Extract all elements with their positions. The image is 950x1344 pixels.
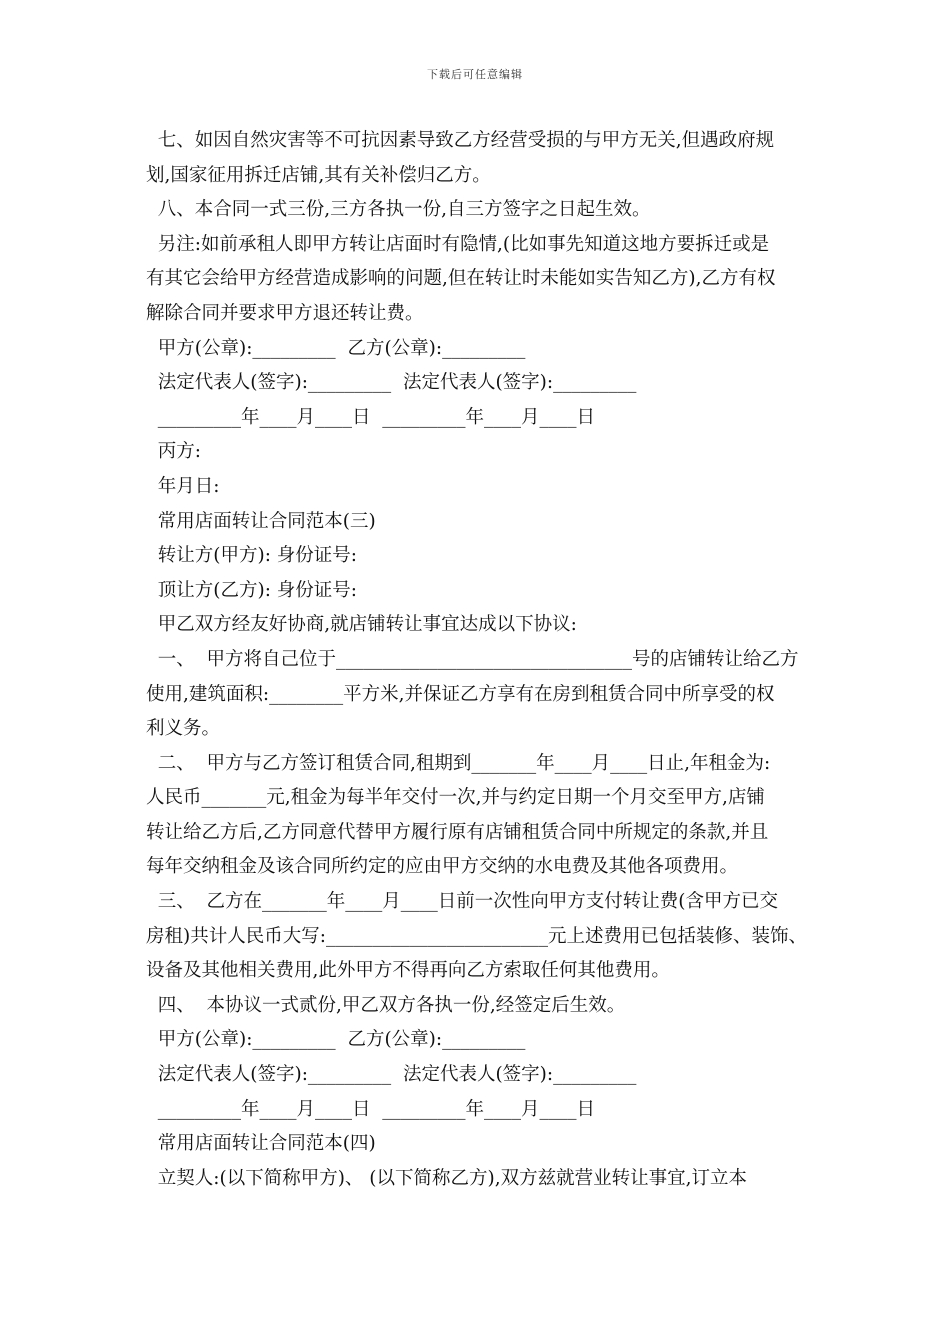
signature-line: 法定代表人(签字):_________ 法定代表人(签字):_________ (146, 1064, 637, 1086)
text-line: 顶让方(乙方): 身份证号: (146, 579, 358, 601)
text-line: 二、 甲方与乙方签订租赁合同,租期到_______年____月____日止,年租金为: (146, 752, 771, 774)
text-line: 一、 甲方将自己位于________________________________号的店铺转让给乙方 (146, 648, 799, 670)
date-line: _________年____月____日 _________年____月____日 (146, 406, 596, 428)
text-line: 转让给乙方后,乙方同意代替甲方履行原有店铺租赁合同中所规定的条款,并且 (146, 821, 769, 843)
date-line: _________年____月____日 _________年____月____日 (146, 1098, 596, 1120)
text-line: 年月日: (146, 475, 220, 497)
section-title: 常用店面转让合同范本(四) (146, 1133, 376, 1155)
text-line: 七、如因自然灾害等不可抗因素导致乙方经营受损的与甲方无关,但遇政府规 (146, 130, 775, 151)
text-line: 另注:如前承租人即甲方转让店面时有隐情,(比如事先知道这地方要拆迁或是 (146, 233, 770, 255)
text-line: 有其它会给甲方经营造成影响的问题,但在转让时未能如实告知乙方),乙方有权 (146, 268, 776, 290)
text-line: 丙方: (146, 441, 201, 463)
text-line: 人民币_______元,租金为每半年交付一次,并与约定日期一个月交至甲方,店铺 (146, 787, 765, 809)
text-line: 利义务。 (146, 718, 221, 740)
text-line: 四、 本协议一式贰份,甲乙双方各执一份,经签定后生效。 (146, 994, 626, 1016)
text-line: 甲乙双方经友好协商,就店铺转让事宜达成以下协议: (146, 614, 577, 636)
text-line: 立契人:(以下简称甲方)、 (以下简称乙方),双方兹就营业转让事宜,订立本 (146, 1167, 748, 1189)
text-line: 划,国家征用拆迁店铺,其有关补偿归乙方。 (146, 164, 491, 186)
text-line: 三、 乙方在_______年____月____日前一次性向甲方支付转让费(含甲方已交 (146, 891, 778, 913)
text-line: 转让方(甲方): 身份证号: (146, 545, 358, 567)
text-line: 使用,建筑面积:________平方米,并保证乙方享有在房到租赁合同中所享受的权 (146, 683, 775, 705)
text-line: 八、本合同一式三份,三方各执一份,自三方签字之日起生效。 (146, 199, 651, 221)
text-line: 房租)共计人民币大写:________________________元上述费用已包括装修、装饰、 (146, 925, 807, 947)
signature-line: 法定代表人(签字):_________ 法定代表人(签字):_________ (146, 372, 637, 394)
text-line: 解除合同并要求甲方退还转让费。 (146, 302, 424, 324)
document-body (146, 124, 826, 1196)
text-line: 设备及其他相关费用,此外甲方不得再向乙方索取任何其他费用。 (146, 960, 670, 982)
section-title: 常用店面转让合同范本(三) (146, 510, 376, 532)
page-header: 下载后可任意编辑 (427, 68, 523, 81)
signature-line: 甲方(公章):_________ 乙方(公章):_________ (146, 337, 526, 359)
text-line: 每年交纳租金及该合同所约定的应由甲方交纳的水电费及其他各项费用。 (146, 856, 739, 878)
signature-line: 甲方(公章):_________ 乙方(公章):_________ (146, 1029, 526, 1051)
